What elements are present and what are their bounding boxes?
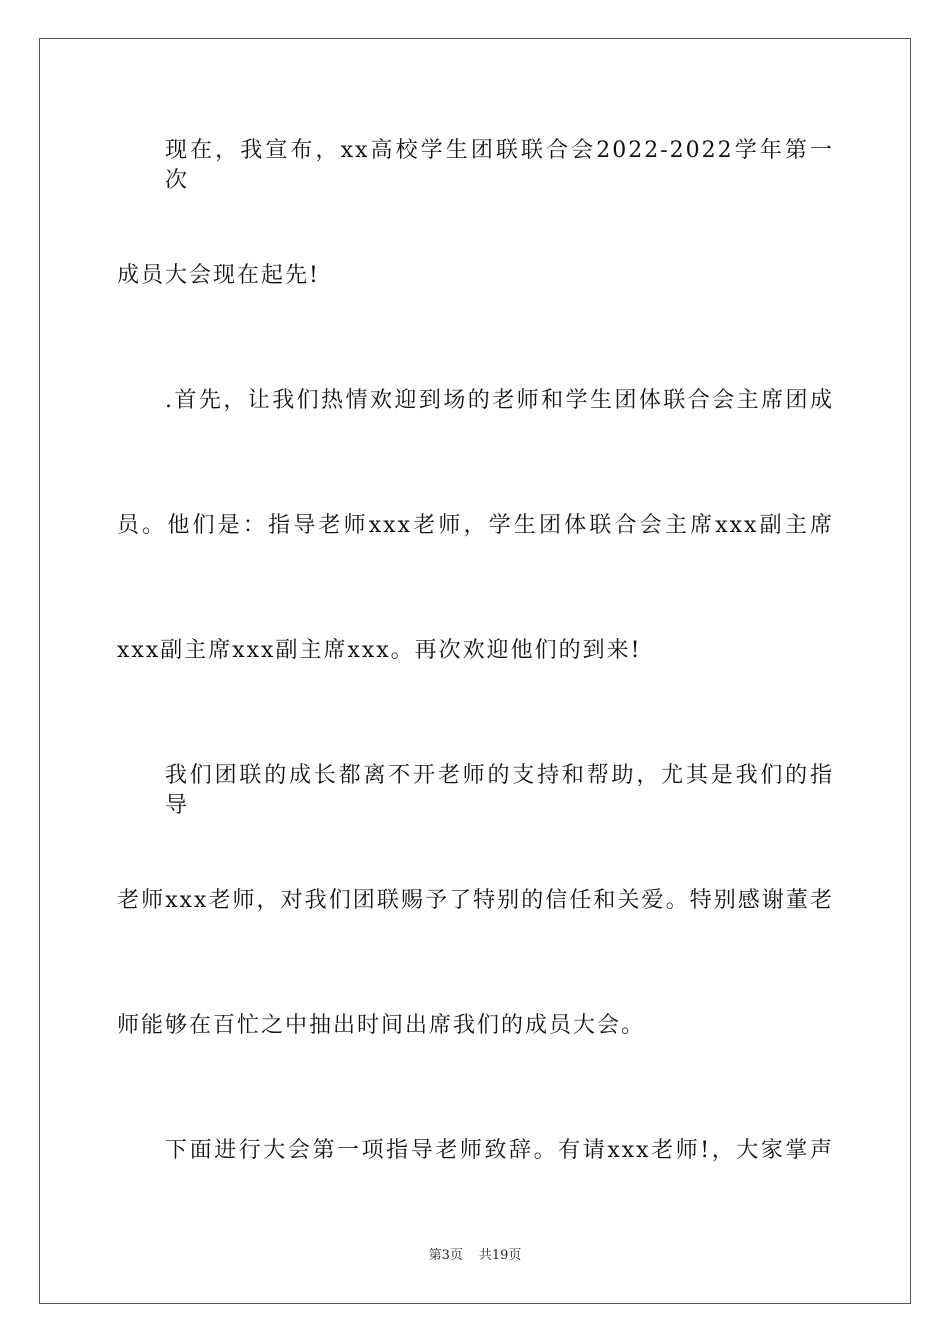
paragraph-2-line-3: xxx副主席xxx副主席xxx。再次欢迎他们的到来! <box>117 638 642 663</box>
paragraph-4-line-1: 下面进行大会第一项指导老师致辞。有请xxx老师!，大家掌声 <box>165 1138 834 1163</box>
page-total: 共19页 <box>478 1248 522 1263</box>
page-frame <box>39 38 911 1304</box>
paragraph-2-line-1: .首先，让我们热情欢迎到场的老师和学生团体联合会主席团成 <box>165 388 834 413</box>
paragraph-1-line-1: 现在，我宣布，xx高校学生团联联合会2022-2022学年第一次 <box>165 138 834 193</box>
paragraph-1-line-2: 成员大会现在起先! <box>117 263 320 288</box>
paragraph-3-line-1: 我们团联的成长都离不开老师的支持和帮助，尤其是我们的指导 <box>165 763 834 818</box>
paragraph-3-line-2: 老师xxx老师，对我们团联赐予了特别的信任和关爱。特别感谢董老 <box>117 888 834 913</box>
paragraph-3-line-3: 师能够在百忙之中抽出时间出席我们的成员大会。 <box>117 1013 646 1038</box>
page-number: 第3页 <box>428 1248 463 1263</box>
page-footer <box>0 1247 950 1265</box>
paragraph-2-line-2: 员。他们是：指导老师xxx老师，学生团体联合会主席xxx副主席 <box>117 513 834 538</box>
